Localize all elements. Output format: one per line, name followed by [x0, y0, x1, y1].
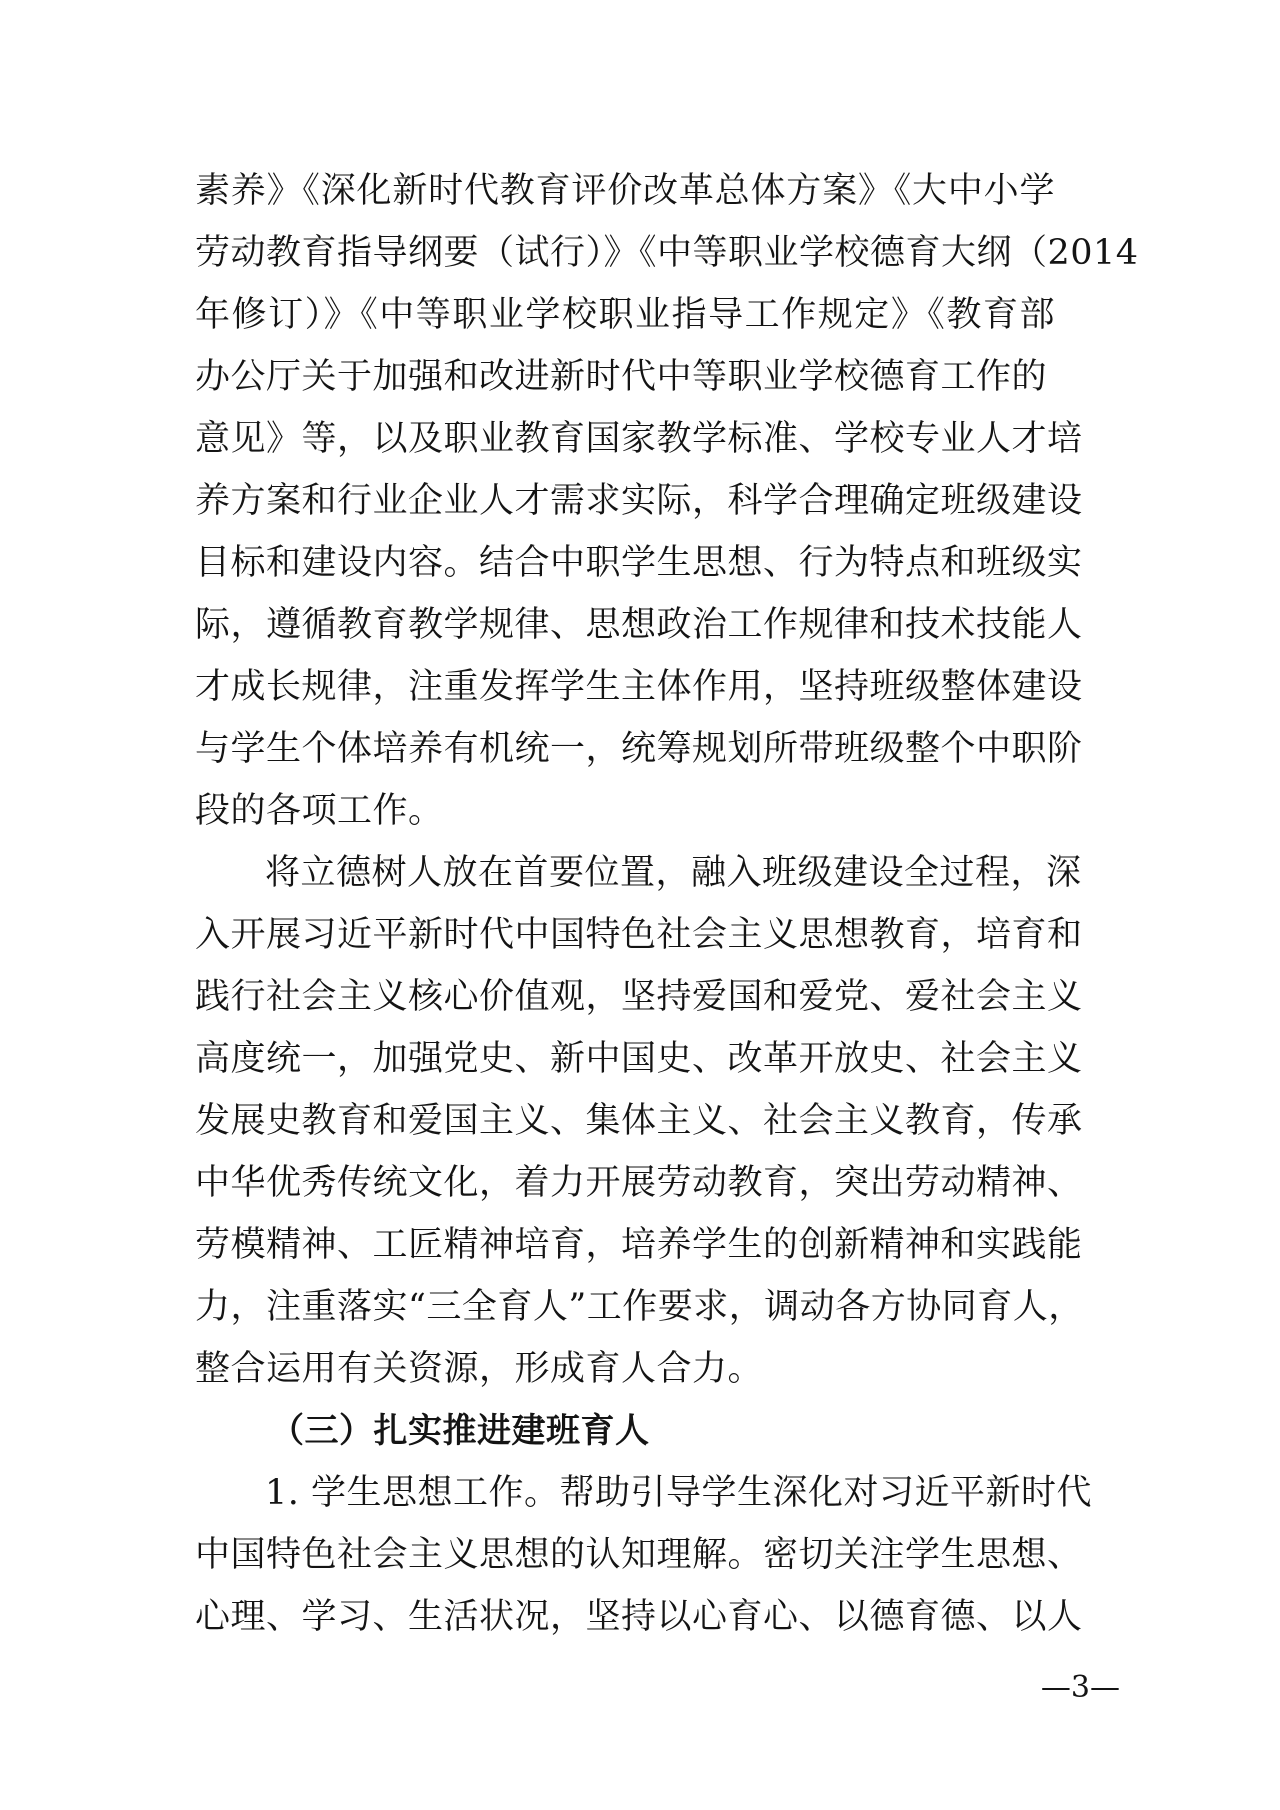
text-line: 力，注重落实“三全育人”工作要求，调动各方协同育人， [195, 1287, 1084, 1327]
text-line: 与学生个体培养有机统一，统筹规划所带班级整个中职阶 [195, 729, 1083, 769]
text-line: 心理、学习、生活状况，坚持以心育心、以德育德、以人 [195, 1597, 1083, 1637]
text-line: 践行社会主义核心价值观，坚持爱国和爱党、爱社会主义 [195, 977, 1083, 1017]
text-line: 素养》《深化新时代教育评价改革总体方案》《大中小学 [195, 171, 1055, 211]
text-line: 高度统一，加强党史、新中国史、改革开放史、社会主义 [195, 1039, 1083, 1079]
text-line: 发展史教育和爱国主义、集体主义、社会主义教育，传承 [195, 1101, 1083, 1141]
text-line: 入开展习近平新时代中国特色社会主义思想教育，培育和 [195, 915, 1083, 955]
text-line: 段的各项工作。 [195, 791, 444, 831]
page-number: —3— [1040, 1670, 1120, 1705]
text-line: 1. 学生思想工作。帮助引导学生深化对习近平新时代 [265, 1473, 1093, 1513]
section-heading: （三）扎实推进建班育人 [270, 1411, 650, 1451]
text-line: 中国特色社会主义思想的认知理解。密切关注学生思想、 [195, 1535, 1083, 1575]
text-line: 劳动教育指导纲要（试行）》《中等职业学校德育大纲（2014 [195, 233, 1139, 273]
text-line: 整合运用有关资源，形成育人合力。 [195, 1349, 764, 1389]
text-line: 年修订）》《中等职业学校职业指导工作规定》《教育部 [195, 295, 1055, 335]
text-line: 养方案和行业企业人才需求实际，科学合理确定班级建设 [195, 481, 1083, 521]
text-line: 劳模精神、工匠精神培育，培养学生的创新精神和实践能 [195, 1225, 1083, 1265]
text-line: 办公厅关于加强和改进新时代中等职业学校德育工作的 [195, 357, 1048, 397]
text-line: 意见》等，以及职业教育国家教学标准、学校专业人才培 [195, 419, 1083, 459]
text-line: 将立德树人放在首要位置，融入班级建设全过程，深 [265, 853, 1082, 893]
text-line: 际，遵循教育教学规律、思想政治工作规律和技术技能人 [195, 605, 1083, 645]
text-line: 目标和建设内容。结合中职学生思想、行为特点和班级实 [195, 543, 1083, 583]
text-line: 中华优秀传统文化，着力开展劳动教育，突出劳动精神、 [195, 1163, 1083, 1203]
text-line: 才成长规律，注重发挥学生主体作用，坚持班级整体建设 [195, 667, 1083, 707]
